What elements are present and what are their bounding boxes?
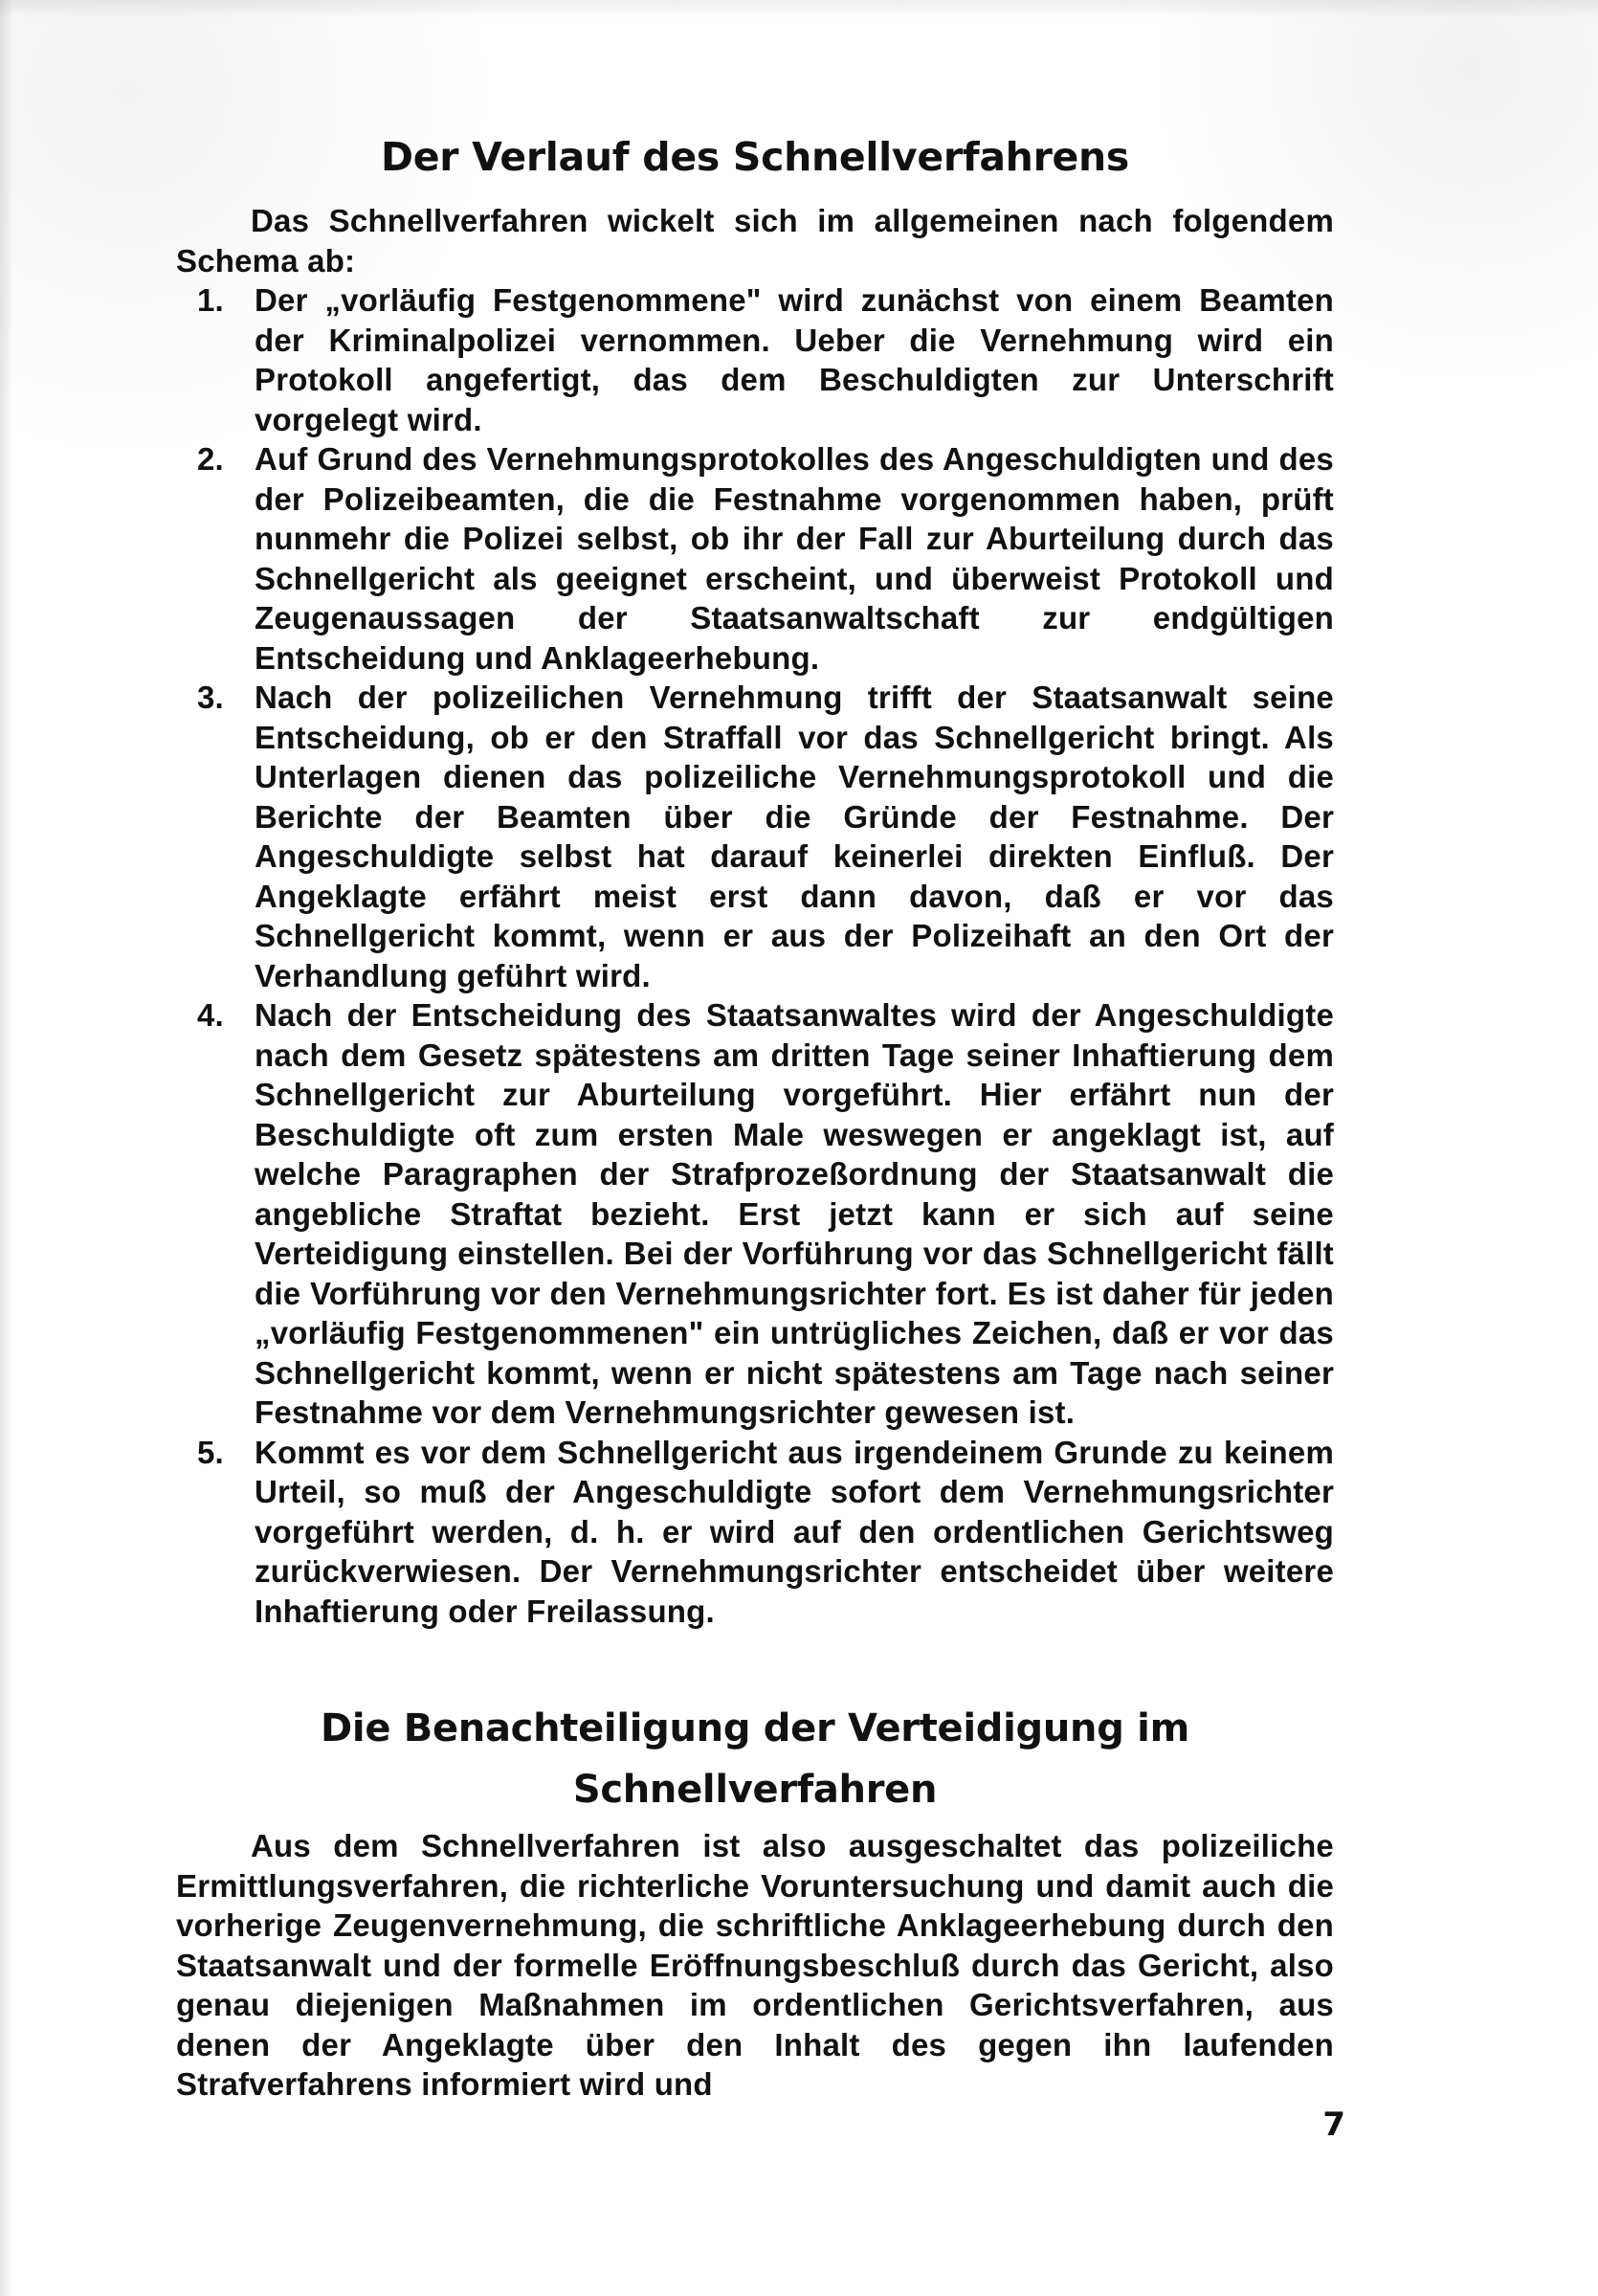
- list-item: [176, 439, 1334, 678]
- scan-top-shadow: [0, 0, 1598, 19]
- step-number: 2.: [197, 441, 224, 477]
- intro-paragraph: Das Schnellverfahren wickelt sich im allgemeinen nach folgendem Schema ab:: [176, 203, 1334, 279]
- step-number: 4.: [197, 997, 224, 1033]
- step-text: Auf Grund des Vernehmungsprotokolles des Angeschuldigten und des der Polizeibeamten, die die Festnahme vorgenommen haben, prüft nunmehr die Polizei selbst, ob ihr der Fall zur Aburteilung durch das Schnellgericht als geeignet erscheint, und überweist Protokoll und Zeugenaussagen der Staatsanwaltschaft zur endgültigen Entscheidung und Anklageerhebung.: [255, 441, 1334, 676]
- section-heading-verlauf: Der Verlauf des Schnellverfahrens: [381, 134, 1129, 180]
- step-text: Kommt es vor dem Schnellgericht aus irgendeinem Grunde zu keinem Urteil, so muß der Angeschuldigte sofort dem Vernehmungsrichter vorgeführt werden, d. h. er wird auf den ordentlichen Gerichtsweg zurückverwiesen. Der Vernehmungsrichter entscheidet über weitere Inhaftierung oder Freilassung.: [255, 1434, 1334, 1629]
- page-content: [176, 123, 1334, 2105]
- step-number: 3.: [197, 680, 224, 715]
- list-item: [176, 995, 1334, 1433]
- step-text: Nach der Entscheidung des Staatsanwaltes wird der Angeschuldigte nach dem Gesetz spätestens am dritten Tage seiner Inhaftierung dem Schnellgericht zur Aburteilung vorgeführt. Hier erfährt nun der Beschuldigte oft zum ersten Male weswegen er angeklagt ist, auf welche Paragraphen der Strafprozeßordnung der Staatsanwalt die angebliche Straftat bezieht. Erst jetzt kann er sich auf seine Verteidigung einstellen. Bei der Vorführung vor das Schnellgericht fällt die Vorführung vor den Vernehmungsrichter fort. Es ist daher für jeden „vorläufig Festgenommenen" ein untrügliches Zeichen, daß er vor das Schnellgericht kommt, wenn er nicht spätestens am Tage nach seiner Festnahme vor dem Vernehmungsrichter gewesen ist.: [255, 997, 1334, 1430]
- list-item: [176, 1433, 1334, 1632]
- list-item: [176, 678, 1334, 995]
- page-number: 7: [1322, 2106, 1345, 2144]
- body-paragraph: Aus dem Schnellverfahren ist also ausgeschaltet das polizeiliche Ermittlungsverfahren, die richterliche Voruntersuchung und damit auch die vorherige Zeugenvernehmung, die schriftliche Anklageerhebung durch den Staatsanwalt und der formelle Eröffnungsbeschluß durch das Gericht, also genau diejenigen Maßnahmen im ordentlichen Gerichtsverfahren, aus denen der Angeklagte über den Inhalt des gegen ihn laufenden Strafverfahrens informiert wird und: [176, 1828, 1334, 2102]
- section-heading-benachteiligung: Die Benachteiligung der Verteidigung im Schnellverfahren: [321, 1706, 1189, 1812]
- scan-edge-shadow: [0, 0, 13, 2296]
- step-number: 5.: [197, 1434, 224, 1470]
- step-number: 1.: [197, 282, 224, 318]
- step-text: Nach der polizeilichen Vernehmung trifft der Staatsanwalt seine Entscheidung, ob er den Straffall vor das Schnellgericht bringt. Als Unterlagen dienen das polizeiliche Vernehmungsprotokoll und die Berichte der Beamten über die Gründe der Festnahme. Der Angeschuldigte selbst hat darauf keinerlei direkten Einfluß. Der Angeklagte erfährt meist erst dann davon, daß er vor das Schnellgericht kommt, wenn er aus der Polizeihaft an den Ort der Verhandlung geführt wird.: [255, 680, 1334, 993]
- step-text: Der „vorläufig Festgenommene" wird zunächst von einem Beamten der Kriminalpolizei vernommen. Ueber die Vernehmung wird ein Protokoll angefertigt, das dem Beschuldigten zur Unterschrift vorgelegt wird.: [255, 282, 1334, 437]
- procedure-steps-list: [176, 280, 1334, 1631]
- list-item: [176, 280, 1334, 439]
